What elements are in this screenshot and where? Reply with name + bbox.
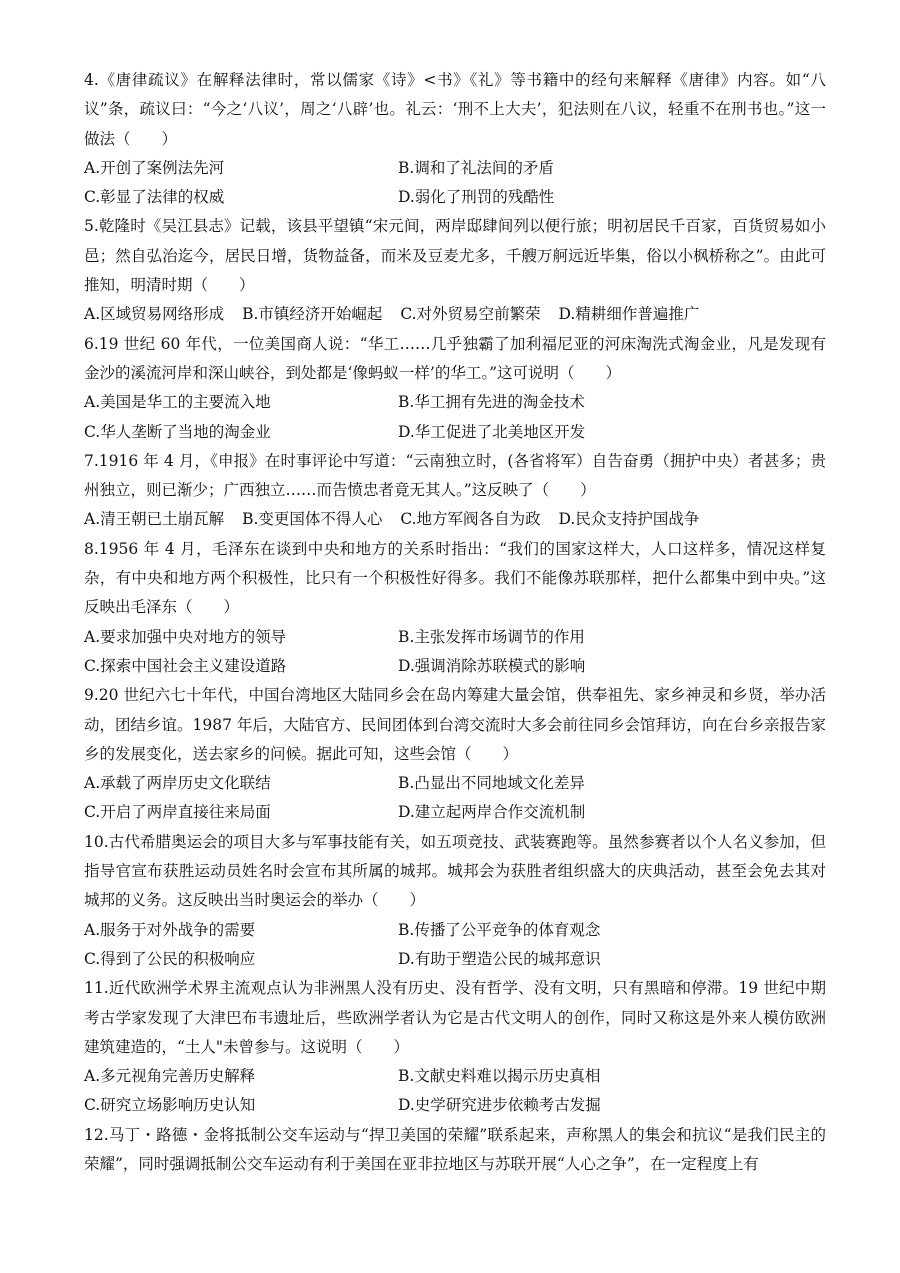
option-b[interactable]: B.变更国体不得人心 [242,510,383,529]
options-row [84,916,826,945]
option-c[interactable]: C.研究立场影响历史认知 [84,1096,256,1115]
option-b[interactable]: B.主张发挥市场调节的作用 [398,627,585,646]
question-stem: 4.《唐律疏议》在解释法律时，常以儒家《诗》<书》《礼》等书籍中的经句来解释《唐律》内容。如“八议”条，疏议曰：“今之‘八议’，周之‘八辟’也。礼云：‘刑不上大夫’，犯法则在八议，轻重不在刑书也。”这一做法（ ） [84,71,826,148]
option-a[interactable]: A.开创了案例法先河 [84,158,225,177]
option-a[interactable]: A.多元视角完善历史解释 [84,1067,256,1086]
options-row [84,183,826,212]
option-b[interactable]: B.传播了公平竞争的体育观念 [398,920,601,939]
option-d[interactable]: D.史学研究进步依赖考古发掘 [398,1096,601,1115]
option-b[interactable]: B.文献史料难以揭示历史真相 [398,1067,601,1086]
option-d[interactable]: D.弱化了刑罚的残酷性 [398,188,555,207]
option-a[interactable]: A.区域贸易网络形成 [84,305,225,324]
option-b[interactable]: B.凸显出不同地域文化差异 [398,774,585,793]
options-row [84,652,826,681]
options-row [84,623,826,652]
options-row [84,798,826,827]
options-row [84,418,826,447]
question-stem: 12.马丁・路德・金将抵制公交车运动与“捍卫美国的荣耀”联系起来，声称黑人的集会和抗议“是我们民主的荣耀”，同时强调抵制公交车运动有利于美国在亚非拉地区与苏联开展“人心之争”，在一定程度上有 [84,1125,826,1173]
question-7 [84,447,826,535]
options-row [84,505,826,534]
question-11 [84,974,826,1120]
question-6 [84,330,826,447]
option-c[interactable]: C.地方军阀各自为政 [400,510,541,529]
question-9 [84,681,826,827]
option-c[interactable]: C.开启了两岸直接往来局面 [84,803,271,822]
question-stem: 10.古代希腊奥运会的项目大多与军事技能有关，如五项竞技、武装赛跑等。虽然参赛者以个人名义参加，但指导官宣布获胜运动员姓名时会宣布其所属的城邦。城邦会为获胜者组织盛大的庆典活动，甚至会免去其对城邦的义务。这反映出当时奥运会的举办（ ） [84,832,826,910]
option-d[interactable]: D.有助于塑造公民的城邦意识 [398,949,601,968]
exam-page [84,66,826,1179]
options-row [84,1062,826,1091]
option-a[interactable]: A.承载了两岸历史文化联结 [84,774,271,793]
question-stem: 7.1916 年 4 月，《申报》在时事评论中写道：“云南独立时，(各省将军）自告奋勇（拥护中央）者甚多；贵州独立，则已渐少；广西独立……而告愤忠者竟无其人。”这反映了（ ） [84,451,826,500]
question-4 [84,66,826,212]
option-c[interactable]: C.对外贸易空前繁荣 [400,305,541,324]
option-a[interactable]: A.美国是华工的主要流入地 [84,393,271,412]
option-d[interactable]: D.华工促进了北美地区开发 [398,422,586,441]
option-b[interactable]: B.调和了礼法间的矛盾 [398,158,554,177]
option-d[interactable]: D.精耕细作普遍推广 [558,305,700,324]
option-a[interactable]: A.要求加强中央对地方的领导 [84,627,287,646]
question-stem: 8.1956 年 4 月，毛泽东在谈到中央和地方的关系时指出：“我们的国家这样大，人口这样多，情况这样复杂，有中央和地方两个积极性，比只有一个积极性好得多。我们不能像苏联那样，把什么都集中到中央。”这反映出毛泽东（ ） [84,539,826,617]
question-8 [84,535,826,681]
question-stem: 11.近代欧洲学术界主流观点认为非洲黑人没有历史、没有哲学、没有文明，只有黑暗和停滞。19 世纪中期考古学家发现了大津巴布韦遗址后，些欧洲学者认为它是古代文明人的创作，同时又称这是外来人模仿欧洲建筑建造的，“土人"未曾参与。这说明（ ） [84,979,826,1056]
options-row [84,1091,826,1120]
option-c[interactable]: C.探索中国社会主义建设道路 [84,656,287,675]
option-b[interactable]: B.华工拥有先进的淘金技术 [398,393,585,412]
question-12 [84,1121,826,1180]
options-row [84,154,826,183]
option-d[interactable]: D.民众支持护国战争 [558,510,700,529]
option-b[interactable]: B.市镇经济开始崛起 [242,305,383,324]
question-10 [84,828,826,974]
option-d[interactable]: D.建立起两岸合作交流机制 [398,803,586,822]
question-5 [84,212,826,329]
question-stem: 9.20 世纪六七十年代，中国台湾地区大陆同乡会在岛内筹建大量会馆，供奉祖先、家乡神灵和乡贤，举办活动，团结乡谊。1987 年后，大陆官方、民间团体到台湾交流时大多会前往同乡会馆拜访，向在台乡亲报告家乡的发展变化，送去家乡的问候。据此可知，这些会馆（ ） [84,686,826,763]
option-a[interactable]: A.清王朝已土崩瓦解 [84,510,225,529]
option-c[interactable]: C.彰显了法律的权威 [84,188,225,207]
options-row [84,769,826,798]
option-d[interactable]: D.强调消除苏联模式的影响 [398,656,586,675]
option-c[interactable]: C.华人垄断了当地的淘金业 [84,422,271,441]
question-stem: 5.乾隆时《吴江县志》记载，该县平望镇“宋元间，两岸邸肆间列以便行旅；明初居民千百家，百货贸易如小邑；然自弘治迄今，居民日增，货物益备，而米及豆麦尤多，千艘万舸远近毕集，俗以小枫桥称之”。由此可推知，明清时期（ ） [84,217,826,295]
option-c[interactable]: C.得到了公民的积极响应 [84,949,256,968]
options-row [84,945,826,974]
options-row [84,388,826,417]
option-a[interactable]: A.服务于对外战争的需要 [84,920,256,939]
options-row [84,300,826,329]
question-stem: 6.19 世纪 60 年代，一位美国商人说：“华工……几乎独霸了加利福尼亚的河床淘洗式淘金业，凡是发现有金沙的溪流河岸和深山峡谷，到处都是‘像蚂蚁一样’的华工。”这可说明（ ） [84,334,826,382]
